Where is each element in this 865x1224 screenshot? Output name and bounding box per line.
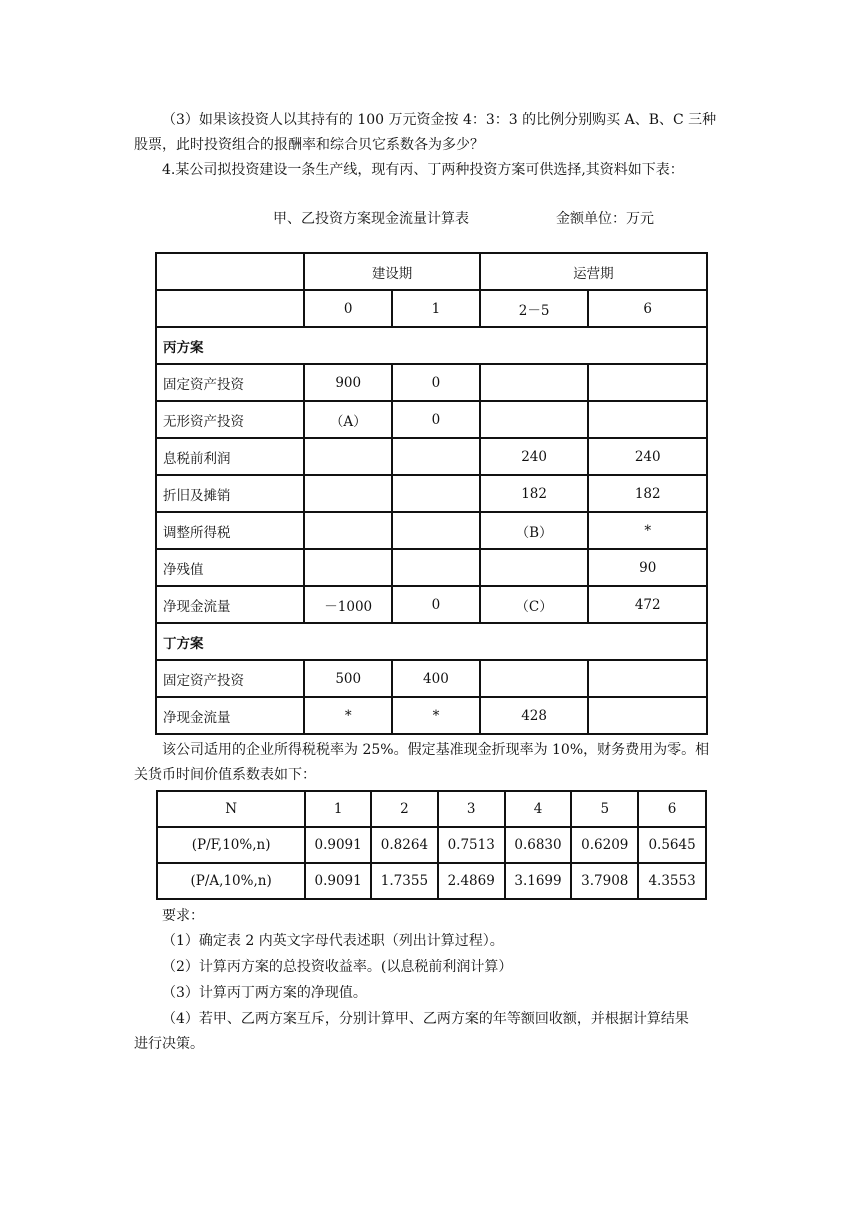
- question-3-line-2: 股票，此时投资组合的报酬率和综合贝它系数各为多少？: [134, 137, 484, 153]
- table-cell: [304, 549, 392, 586]
- table-unit: 金额单位：万元: [556, 211, 654, 227]
- row-label: 息税前利润: [156, 438, 304, 475]
- table-header-cell: 2: [371, 791, 438, 827]
- table-cell: [480, 660, 589, 697]
- table-cell: 240: [588, 438, 707, 475]
- row-label: 调整所得税: [156, 512, 304, 549]
- table-cell: 0.5645: [638, 827, 706, 863]
- table-cell: [304, 438, 392, 475]
- table-header-cell: 4: [505, 791, 572, 827]
- table-cell: 0: [392, 364, 480, 401]
- table-cell: *: [392, 697, 480, 734]
- table-cell: （B）: [480, 512, 589, 549]
- table-cell: [480, 549, 589, 586]
- table-cell: 500: [304, 660, 392, 697]
- table-cell: 472: [588, 586, 707, 623]
- table-cell: 0.9091: [305, 863, 371, 899]
- table-cell: 182: [588, 475, 707, 512]
- table-cell: 240: [480, 438, 589, 475]
- time-value-factor-table: [156, 790, 707, 900]
- table-cell: 3.1699: [505, 863, 572, 899]
- period-header: 1: [392, 290, 480, 327]
- empty-cell: [156, 253, 304, 290]
- period-header: 2－5: [480, 290, 589, 327]
- table-cell: 3.7908: [571, 863, 638, 899]
- period-header: 6: [588, 290, 707, 327]
- table-row: [156, 364, 707, 401]
- operation-period-header: 运营期: [480, 253, 707, 290]
- row-label: 无形资产投资: [156, 401, 304, 438]
- table-cell: 4.3553: [638, 863, 706, 899]
- table-cell: [304, 475, 392, 512]
- period-header: 0: [304, 290, 392, 327]
- requirement-1: （1）确定表 2 内英文字母代表述职（列出计算过程）。: [162, 933, 504, 949]
- question-3-line-1: （3）如果该投资人以其持有的 100 万元资金按 4：3：3 的比例分别购买 A、B、C 三种: [162, 112, 717, 128]
- table-cell: [588, 401, 707, 438]
- table-cell: [588, 697, 707, 734]
- table-header-cell: 6: [638, 791, 706, 827]
- table-row: [156, 512, 707, 549]
- table-cell: [304, 512, 392, 549]
- table-cell: [588, 660, 707, 697]
- table-row: [156, 623, 707, 660]
- table-cell: *: [588, 512, 707, 549]
- row-label: 净现金流量: [156, 586, 304, 623]
- requirements-heading: 要求：: [162, 908, 204, 924]
- table-row: [156, 290, 707, 327]
- table-cell: [392, 438, 480, 475]
- row-label: 净现金流量: [156, 697, 304, 734]
- table-cell: －1000: [304, 586, 392, 623]
- row-label: 固定资产投资: [156, 660, 304, 697]
- table-cell: (P/F,10%,n): [157, 827, 305, 863]
- table-cell: （A）: [304, 401, 392, 438]
- requirement-4-line-1: （4）若甲、乙两方案互斥，分别计算甲、乙两方案的年等额回收额，并根据计算结果: [162, 1011, 689, 1027]
- table-cell: (P/A,10%,n): [157, 863, 305, 899]
- table-cell: [480, 364, 589, 401]
- table-row: [157, 863, 706, 899]
- table-cell: 0: [392, 401, 480, 438]
- table-cell: 428: [480, 697, 589, 734]
- table-row: [156, 660, 707, 697]
- table-cell: 182: [480, 475, 589, 512]
- table-cell: 90: [588, 549, 707, 586]
- cashflow-table: [155, 252, 708, 735]
- empty-cell: [156, 290, 304, 327]
- table-row: [157, 827, 706, 863]
- table-header-cell: N: [157, 791, 305, 827]
- table-cell: *: [304, 697, 392, 734]
- table-row: [156, 586, 707, 623]
- construction-period-header: 建设期: [304, 253, 479, 290]
- requirement-3: （3）计算丙丁两方案的净现值。: [162, 985, 367, 1001]
- table-cell: 0.9091: [305, 827, 371, 863]
- table-cell: [480, 401, 589, 438]
- row-label: 折旧及摊销: [156, 475, 304, 512]
- requirement-2: （2）计算丙方案的总投资收益率。(以息税前利润计算）: [162, 959, 513, 975]
- table-cell: 0.7513: [438, 827, 505, 863]
- question-4-intro: 4.某公司拟投资建设一条生产线，现有丙、丁两种投资方案可供选择,其资料如下表：: [162, 162, 684, 178]
- table-row: [156, 401, 707, 438]
- table-cell: 400: [392, 660, 480, 697]
- table-row: [156, 475, 707, 512]
- table-cell: （C）: [480, 586, 589, 623]
- row-label: 净残值: [156, 549, 304, 586]
- table-row: [157, 791, 706, 827]
- table-cell: [392, 512, 480, 549]
- table-cell: 900: [304, 364, 392, 401]
- tax-paragraph-line-1: 该公司适用的企业所得税税率为 25%。假定基准现金折现率为 10%，财务费用为零。相: [162, 742, 710, 758]
- table-cell: [392, 549, 480, 586]
- table-cell: 0.6830: [505, 827, 572, 863]
- table-row: [156, 438, 707, 475]
- table-header-cell: 5: [571, 791, 638, 827]
- table-title: 甲、乙投资方案现金流量计算表: [273, 211, 469, 227]
- table-cell: 1.7355: [371, 863, 438, 899]
- table-header-cell: 1: [305, 791, 371, 827]
- requirement-4-line-2: 进行决策。: [134, 1036, 204, 1052]
- table-header-cell: 3: [438, 791, 505, 827]
- table-row: [156, 549, 707, 586]
- table-row: [156, 253, 707, 290]
- table-cell: 0.6209: [571, 827, 638, 863]
- table-row: [156, 697, 707, 734]
- table-cell: [392, 475, 480, 512]
- table-cell: 0: [392, 586, 480, 623]
- table-cell: 0.8264: [371, 827, 438, 863]
- plan-ding-title: 丁方案: [156, 623, 707, 660]
- table-row: [156, 327, 707, 364]
- tax-paragraph-line-2: 关货币时间价值系数表如下：: [134, 767, 316, 783]
- plan-bing-title: 丙方案: [156, 327, 707, 364]
- table-cell: [588, 364, 707, 401]
- table-cell: 2.4869: [438, 863, 505, 899]
- row-label: 固定资产投资: [156, 364, 304, 401]
